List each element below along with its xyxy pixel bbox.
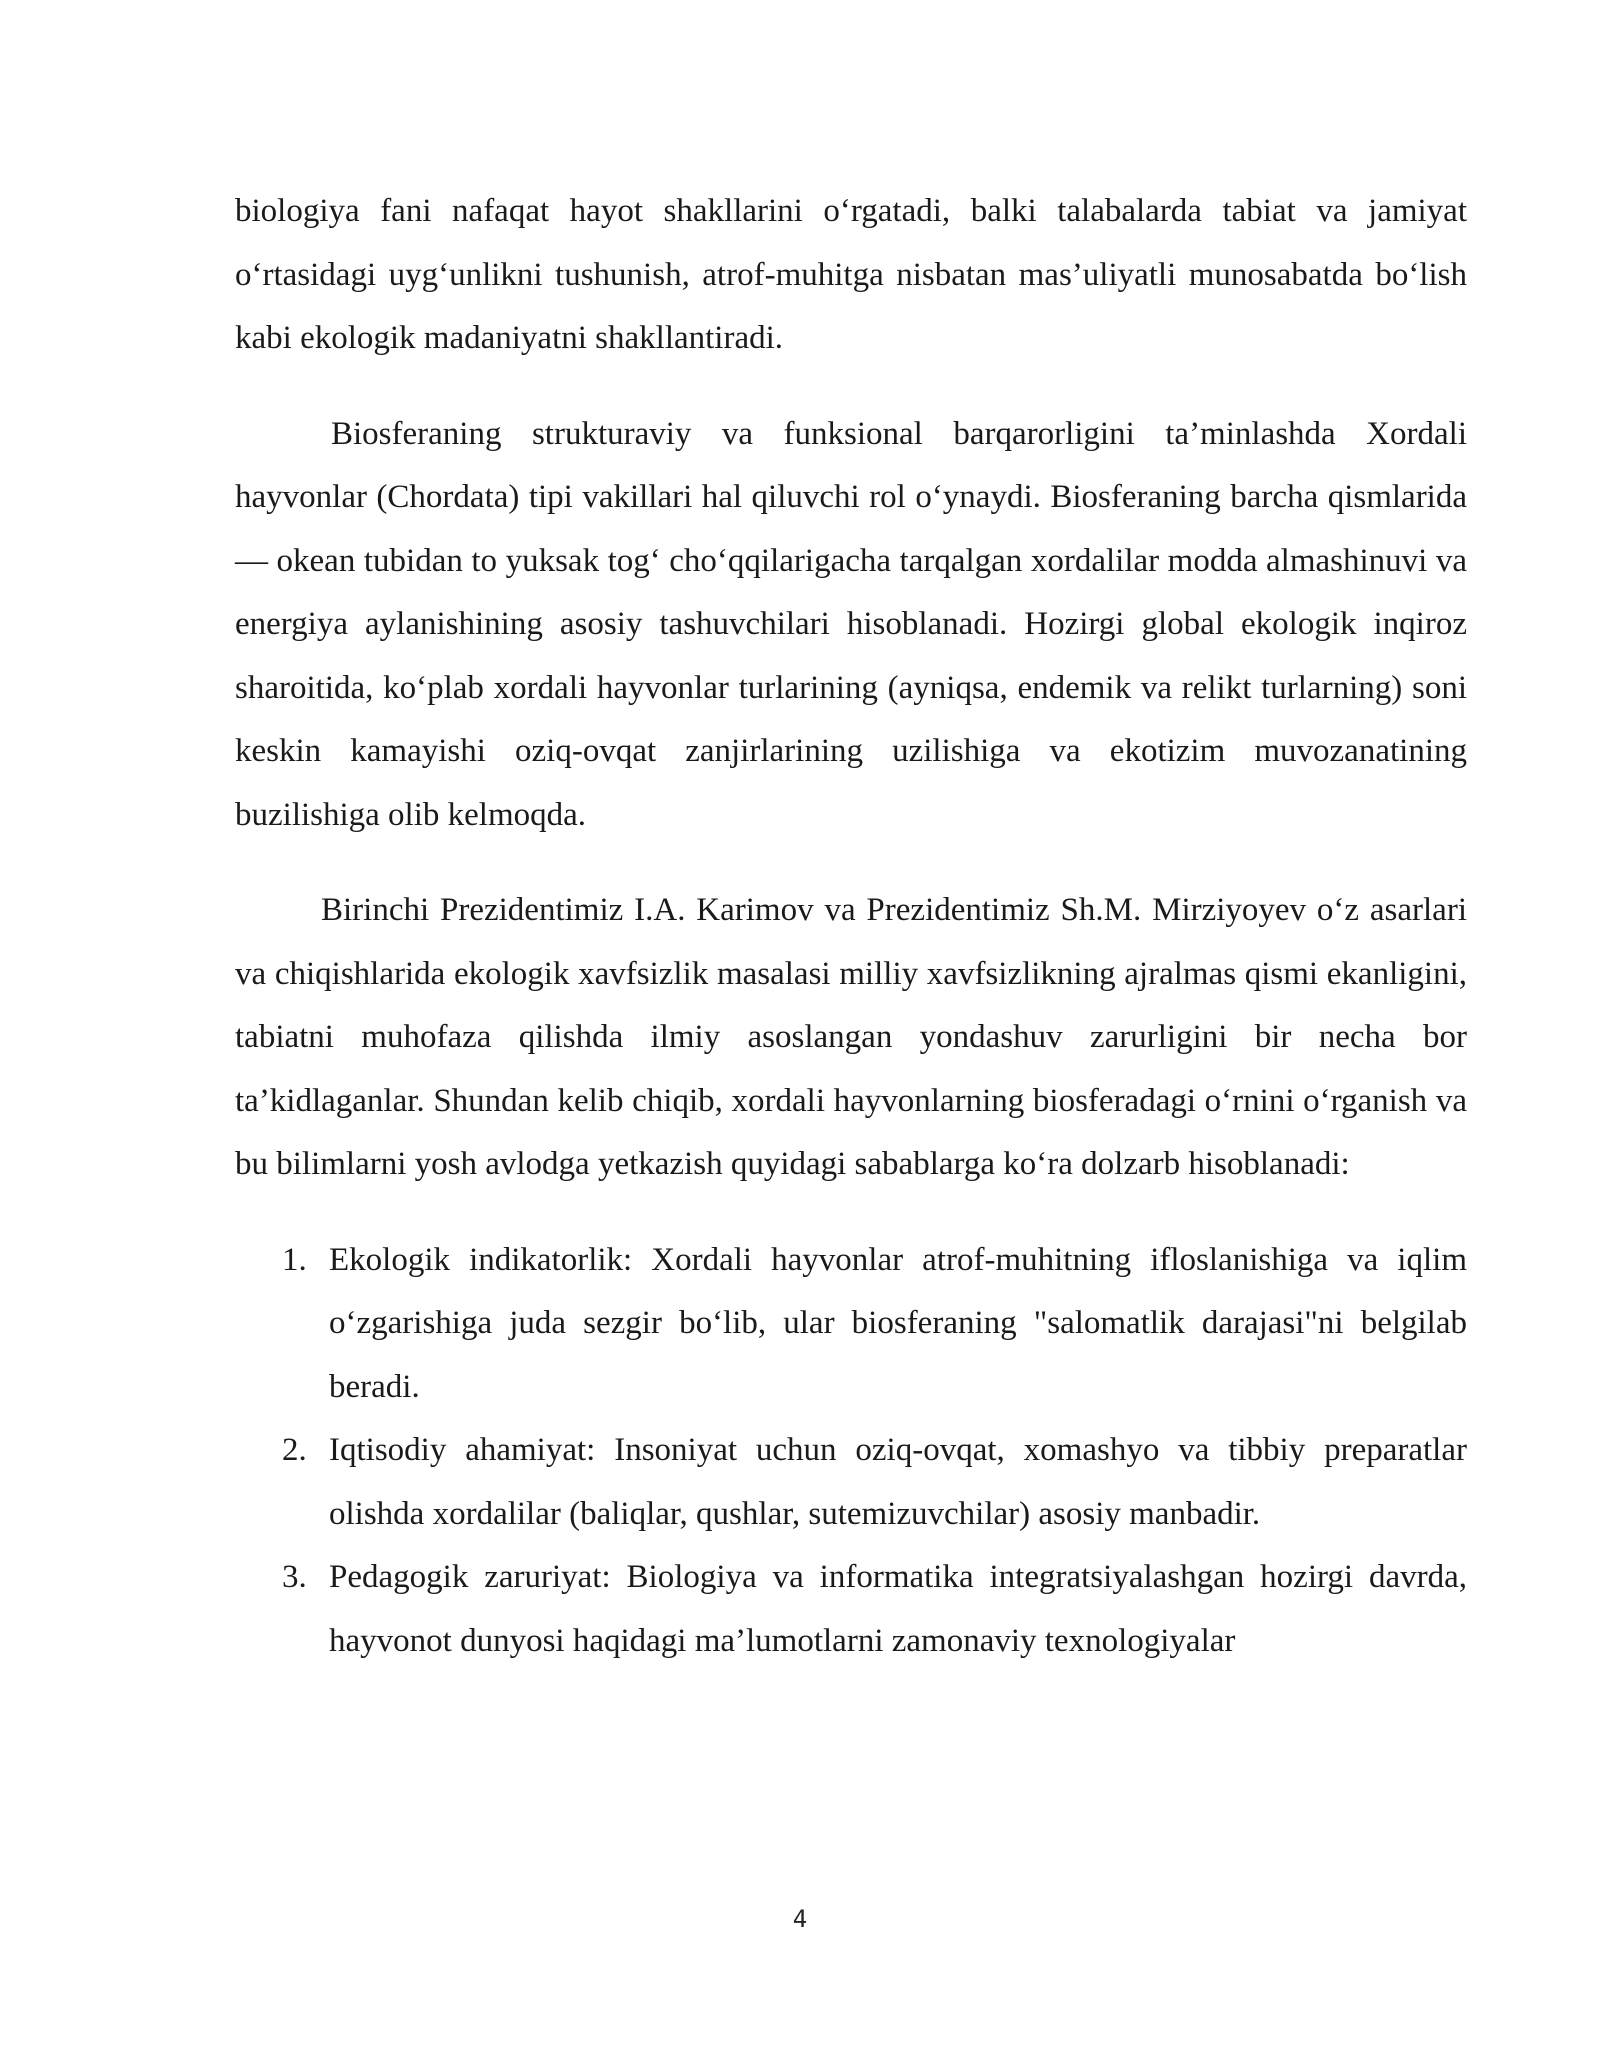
list-item-number: 3.	[282, 1559, 307, 1595]
list-item-text: Ekologik indikatorlik: Xordali hayvonlar atrof-muhitning ifloslanishiga va iqlim o‘zgarishiga juda sezgir bo‘lib, ular biosferaning "salomatlik darajasi"ni belgilab beradi.	[329, 1241, 1467, 1405]
list-item-text: Pedagogik zaruriyat: Biologiya va informatika integratsiyalashgan hozirgi davrda, hayvonot dunyosi haqidagi ma’lumotlarni zamonaviy texnologiyalar	[329, 1559, 1467, 1659]
list-item-number: 2.	[282, 1432, 307, 1468]
reasons-list	[235, 1229, 1467, 1674]
list-item-number: 1.	[282, 1241, 307, 1278]
paragraph-presidents-ecology: Birinchi Prezidentimiz I.A. Karimov va Prezidentimiz Sh.M. Mirziyoyev o‘z asarlari va chiqishlarida ekologik xavfsizlik masalasi milliy xavfsizlikning ajralmas qismi ekanligini, tabiatni muhofaza qilishda ilmiy asoslangan yondashuv zarurligini bir necha bor ta’kidlaganlar. Shundan kelib chiqib, xordali hayvonlarning biosferadagi o‘rnini o‘rganish va bu bilimlarni yosh avlodga yetkazish quyidagi sabablarga ko‘ra dolzarb hisoblanadi:	[235, 892, 1467, 1182]
paragraph-biosphere-chordata: Biosferaning strukturaviy va funksional barqarorligini ta’minlashda Xordali hayvonlar (Chordata) tipi vakillari hal qiluvchi rol o‘ynaydi. Biosferaning barcha qismlarida — okean tubidan to yuksak tog‘ cho‘qqilarigacha tarqalgan xordalilar modda almashinuvi va energiya aylanishining asosiy tashuvchilari hisoblanadi. Hozirgi global ekologik inqiroz sharoitida, ko‘plab xordali hayvonlar turlarining (ayniqsa, endemik va relikt turlarning) soni keskin kamayishi oziq-ovqat zanjirlarining uzilishiga va ekotizim muvozanatining buzilishiga olib kelmoqda.	[235, 415, 1467, 833]
document-page	[235, 180, 1467, 1673]
list-item	[235, 1546, 1467, 1673]
page-number: 4	[792, 1905, 808, 1933]
list-item	[235, 1229, 1467, 1420]
list-item	[235, 1419, 1467, 1546]
list-item-text: Iqtisodiy ahamiyat: Insoniyat uchun oziq-ovqat, xomashyo va tibbiy preparatlar olishda xordalilar (baliqlar, qushlar, sutemizuvchilar) asosiy manbadir.	[329, 1432, 1467, 1532]
paragraph-intro-continuation: biologiya fani nafaqat hayot shakllarini o‘rgatadi, balki talabalarda tabiat va jamiyat o‘rtasidagi uyg‘unlikni tushunish, atrof-muhitga nisbatan mas’uliyatli munosabatda bo‘lish kabi ekologik madaniyatni shakllantiradi.	[235, 193, 1467, 356]
